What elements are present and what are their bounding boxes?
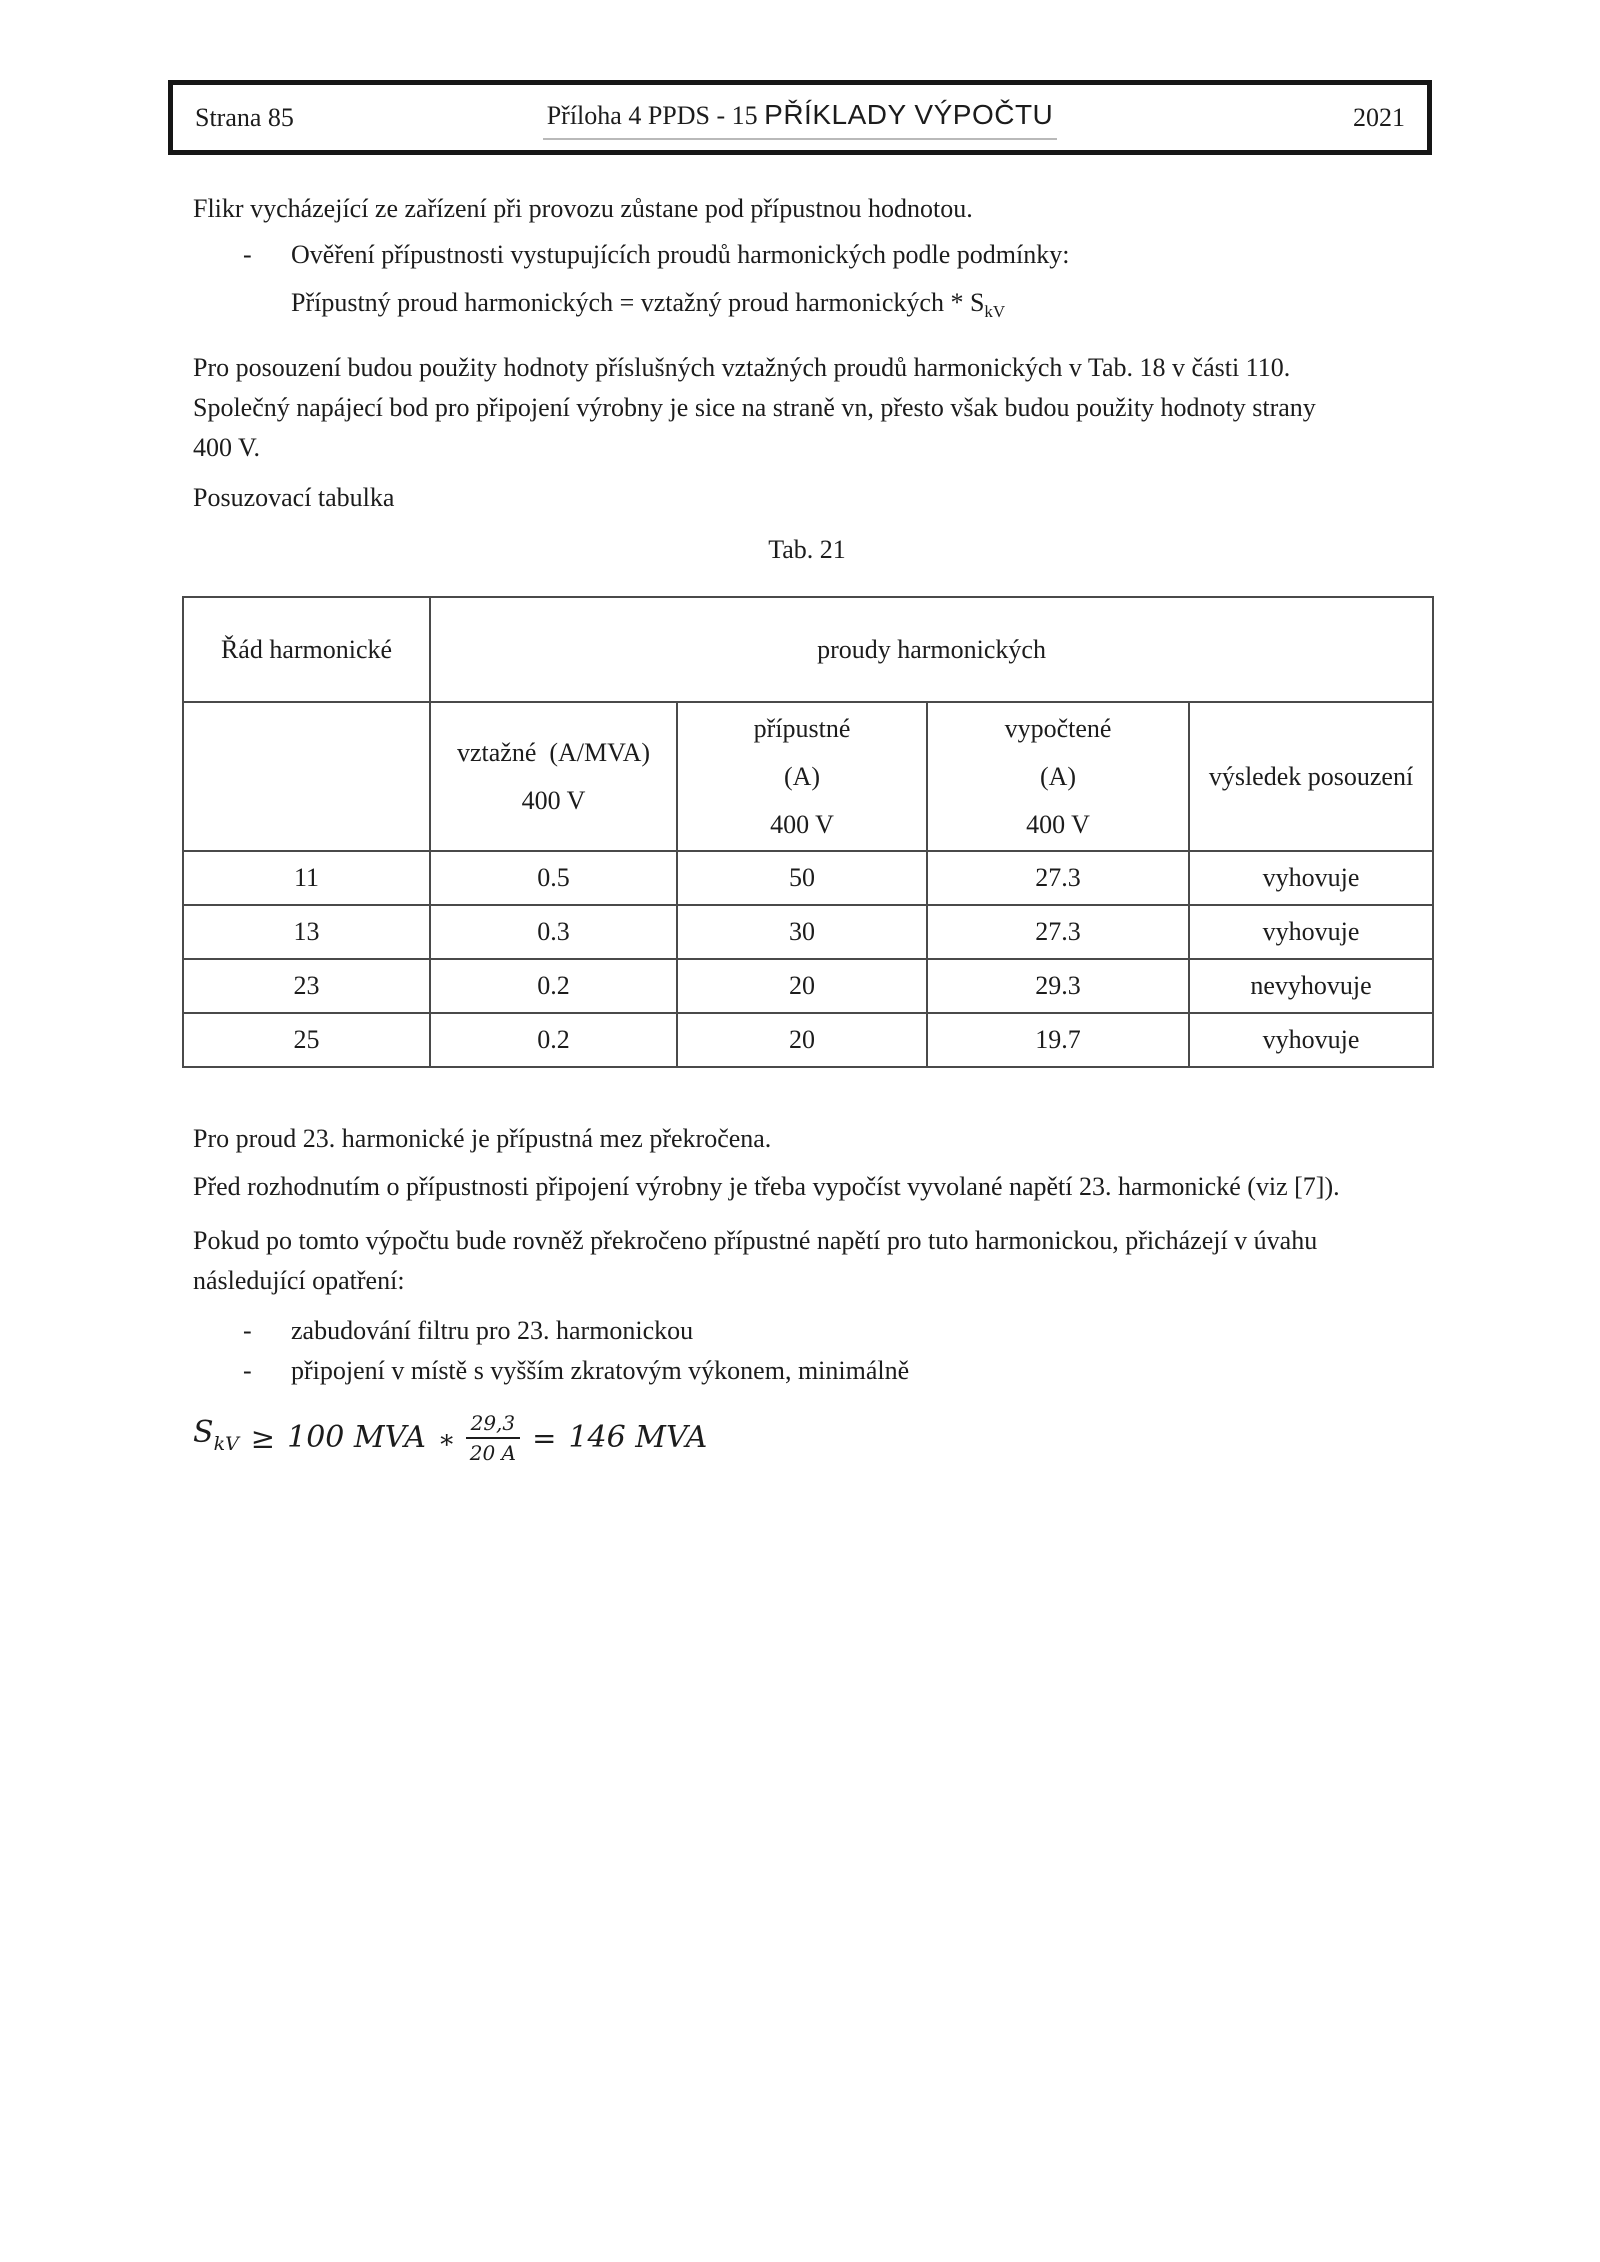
formula-term1: 100 MVA [287, 1420, 426, 1455]
header-line: přípustné [753, 713, 851, 743]
cell-vypoctene: 19.7 [927, 1013, 1189, 1067]
cell-vysledek: vyhovuje [1189, 905, 1433, 959]
cell-pripustne: 30 [677, 905, 927, 959]
cell-pripustne: 20 [677, 959, 927, 1013]
formula-result: 146 MVA [568, 1420, 708, 1455]
column-header-proudy: proudy harmonických [430, 597, 1433, 702]
cell-rad: 11 [183, 851, 430, 905]
formula-multiply: ∗ [437, 1425, 456, 1455]
bullet-dash: - [243, 240, 252, 269]
document-title-serif: Příloha 4 PPDS - 15 [546, 101, 765, 130]
cell-rad: 25 [183, 1013, 430, 1067]
condition-subscript: kV [984, 302, 1006, 321]
year-label: 2021 [1353, 102, 1405, 132]
condition-main: Přípustný proud harmonických = vztažný proud harmonických * S [291, 288, 985, 317]
page-number: Strana 85 [195, 102, 294, 132]
table-row [183, 905, 1433, 959]
page-header-box [168, 80, 1432, 155]
bullet-text: Ověření přípustnosti vystupujících proudů harmonických podle podmínky: [291, 240, 1070, 269]
formula-s: S [193, 1414, 214, 1450]
cell-vypoctene: 27.3 [927, 905, 1189, 959]
fraction-denominator: 20 A [469, 1441, 516, 1465]
condition-line [291, 283, 1600, 332]
cell-rad: 23 [183, 959, 430, 1013]
paragraph-pro-posouzeni [193, 348, 1380, 468]
bullet-text: zabudování filtru pro 23. harmonickou [291, 1316, 694, 1345]
column-header-rad: Řád harmonické [183, 597, 430, 702]
cell-vztazne: 0.3 [430, 905, 677, 959]
header-line: 400 V [1026, 809, 1090, 839]
column-header-pripustne [677, 702, 927, 851]
paragraph-line: Pokud po tomto výpočtu bude rovněž překročeno přípustné napětí pro tuto harmonickou, přicházejí v úvahu [193, 1226, 1318, 1255]
cell-vypoctene: 27.3 [927, 851, 1189, 905]
table-row [183, 959, 1433, 1013]
cell-rad: 13 [183, 905, 430, 959]
header-line: (A) [1039, 761, 1077, 791]
column-header-empty [183, 702, 430, 851]
formula-symbol [193, 1413, 239, 1464]
paragraph-line: Pro posouzení budou použity hodnoty příslušných vztažných proudů harmonických v Tab. 18 v části 110. [193, 353, 1291, 382]
skv-formula [193, 1411, 1600, 1465]
paragraph-line: Společný napájecí bod pro připojení výrobny je sice na straně vn, přesto však budou použity hodnoty strany [193, 393, 1316, 422]
column-header-vysledek: výsledek posouzení [1189, 702, 1433, 851]
cell-vztazne: 0.2 [430, 1013, 677, 1067]
column-header-vypoctene [927, 702, 1189, 851]
document-title-underline [543, 95, 1058, 140]
table-header-row-1 [183, 597, 1433, 702]
paragraph-pokud [193, 1221, 1380, 1301]
cell-vysledek: nevyhovuje [1189, 959, 1433, 1013]
cell-pripustne: 50 [677, 851, 927, 905]
cell-vztazne: 0.5 [430, 851, 677, 905]
formula-s-subscript: kV [213, 1432, 239, 1455]
cell-vysledek: vyhovuje [1189, 1013, 1433, 1067]
harmonics-table [182, 596, 1434, 1068]
paragraph-pred-rozhodnutim: Před rozhodnutím o přípustnosti připojení výrobny je třeba vypočíst vyvolané napětí 23. harmonické (viz [7]). [193, 1172, 1340, 1201]
header-line: (A) [783, 761, 821, 791]
document-title-emphasis: PŘÍKLADY VÝPOČTU [764, 99, 1054, 130]
bullet-item-pripojeni [243, 1351, 1400, 1391]
bullet-item-overeni [243, 235, 1400, 275]
formula-relation: ≥ [250, 1421, 276, 1455]
column-header-vztazne [430, 702, 677, 851]
fraction-numerator: 29,3 [466, 1411, 521, 1439]
cell-vypoctene: 29.3 [927, 959, 1189, 1013]
bullet-text: připojení v místě s vyšším zkratovým výkonem, minimálně [291, 1356, 910, 1385]
bullet-item-filtr [243, 1311, 1400, 1351]
measures-list [0, 1311, 1600, 1391]
formula-fraction [466, 1411, 521, 1465]
cell-vysledek: vyhovuje [1189, 851, 1433, 905]
cell-vztazne: 0.2 [430, 959, 677, 1013]
bullet-dash: - [243, 1356, 252, 1385]
paragraph-line: následující opatření: [193, 1266, 405, 1295]
cell-pripustne: 20 [677, 1013, 927, 1067]
document-title [425, 95, 1175, 140]
header-line: vztažné (A/MVA) [456, 737, 651, 767]
paragraph-pro-proud: Pro proud 23. harmonické je přípustná mez překročena. [193, 1124, 772, 1153]
paragraph-flikr: Flikr vycházející ze zařízení při provozu zůstane pod přípustnou hodnotou. [193, 194, 973, 223]
bullet-dash: - [243, 1316, 252, 1345]
formula-equals: = [532, 1421, 557, 1455]
table-caption: Tab. 21 [768, 535, 846, 564]
table-header-row-2 [183, 702, 1433, 851]
table-row [183, 1013, 1433, 1067]
header-line: 400 V [770, 809, 834, 839]
paragraph-posuzovaci-tabulka: Posuzovací tabulka [193, 483, 395, 512]
header-line: 400 V [521, 785, 586, 815]
header-line: vypočtené [1004, 713, 1112, 743]
table-row [183, 851, 1433, 905]
paragraph-line: 400 V. [193, 433, 260, 462]
